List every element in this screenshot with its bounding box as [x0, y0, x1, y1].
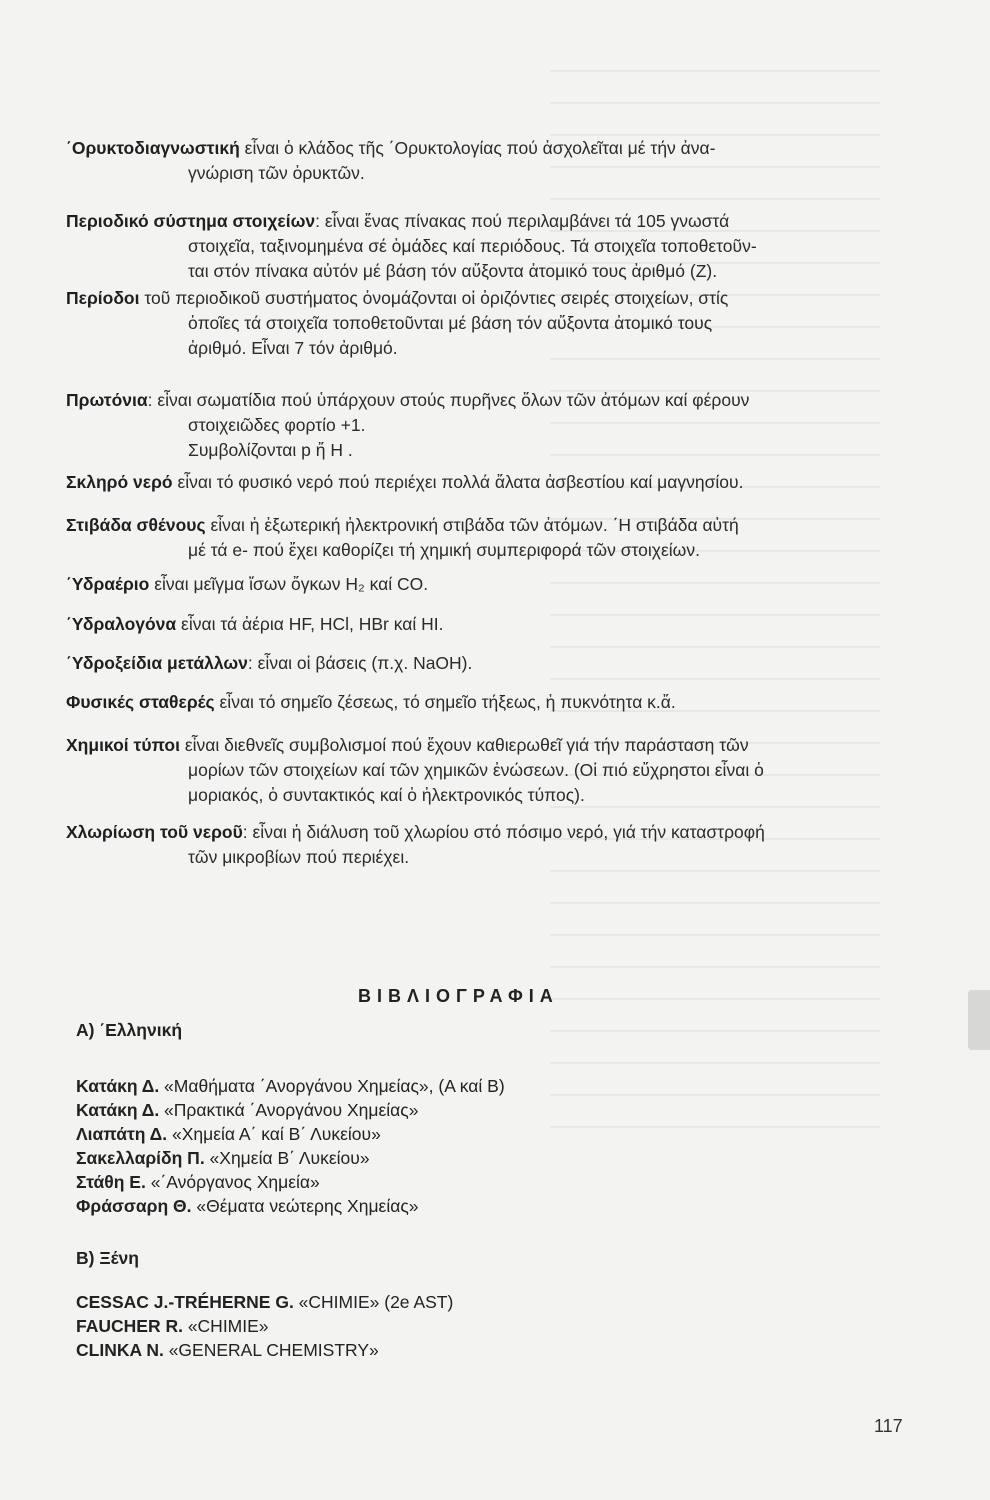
- glossary-definition-continuation: γνώριση τῶν ὀρυκτῶν.: [188, 163, 365, 183]
- glossary-definition: : εἶναι σωματίδια πού ὑπάρχουν στούς πυρῆνες ὅλων τῶν ἀτόμων καί φέρουν: [147, 390, 750, 410]
- bibliography-entry: [76, 1170, 320, 1194]
- glossary-term: Πρωτόνια: [66, 390, 148, 410]
- glossary-entry-first-line: [66, 388, 866, 413]
- glossary-term: Χημικοί τύποι: [66, 735, 180, 755]
- bibliography-author: Κατάκη Δ.: [76, 1076, 160, 1096]
- glossary-entry: [66, 572, 866, 597]
- glossary-term: Φυσικές σταθερές: [66, 692, 215, 712]
- glossary-definition: : εἶναι ἕνας πίνακας πού περιλαμβάνει τά 105 γνωστά: [315, 211, 730, 231]
- glossary-definition: εἶναι ἡ ἐξωτερική ἠλεκτρονική στιβάδα τῶν ἀτόμων. ΄Η στιβάδα αὐτή: [205, 515, 739, 535]
- glossary-definition: τοῦ περιοδικοῦ συστήματος ὀνομάζονται οἱ ὀριζόντιες σειρές στοιχείων, στίς: [139, 288, 729, 308]
- glossary-term: Σκληρό νερό: [66, 472, 173, 492]
- glossary-definition-continuation: ὁποῖες τά στοιχεῖα τοποθετοῦνται μέ βάση τόν αὔξοντα ἀτομικό τους: [188, 313, 713, 333]
- glossary-term: Χλωρίωση τοῦ νεροῦ: [66, 822, 243, 842]
- glossary-definition-continuation: μορίων τῶν στοιχείων καί τῶν χημικῶν ἐνώσεων. (Οἱ πιό εὔχρηστοι εἶναι ὁ: [188, 760, 764, 780]
- bibliography-work-title: «CHIMIE»: [182, 1316, 269, 1336]
- glossary-entry-first-line: [66, 612, 866, 637]
- glossary-entry: [66, 651, 866, 676]
- glossary-definition: εἶναι τά ἀέρια HF, HCl, HBr καί HI.: [176, 614, 444, 634]
- glossary-definition-continuation: μέ τά e- πού ἔχει καθορίζει τή χημική συμπεριφορά τῶν στοιχείων.: [188, 540, 700, 560]
- glossary-entry-first-line: [66, 513, 866, 538]
- glossary-entry: [66, 470, 866, 495]
- glossary-entry: [66, 513, 866, 563]
- glossary-definition: : εἶναι ἡ διάλυση τοῦ χλωρίου στό πόσιμο νερό, γιά τήν καταστροφή: [242, 822, 765, 842]
- glossary-definition: εἶναι διεθνεῖς συμβολισμοί πού ἔχουν καθιερωθεῖ γιά τήν παράσταση τῶν: [179, 735, 749, 755]
- glossary-term: ΄Υδροξείδια μετάλλων: [66, 653, 248, 673]
- bibliography-work-title: «Χημεία Α΄ καί Β΄ Λυκείου»: [167, 1124, 381, 1144]
- bibliography-entry: [76, 1146, 370, 1170]
- glossary-definition-continuation: ται στόν πίνακα αὐτόν μέ βάση τόν αὔξοντα ἀτομικό τους ἀριθμό (Ζ).: [188, 261, 718, 281]
- glossary-entry-first-line: [66, 209, 866, 234]
- greek-bibliography-heading: Α) ΄Ελληνική: [76, 1020, 183, 1040]
- glossary-definition: εἶναι μεῖγμα ἴσων ὄγκων H₂ καί CO.: [149, 574, 429, 594]
- bibliography-entry: [76, 1290, 453, 1314]
- glossary-entry-first-line: [66, 136, 866, 161]
- bibliography-author: Κατάκη Δ.: [76, 1100, 160, 1120]
- bibliography-work-title: «Χημεία Β΄ Λυκείου»: [204, 1148, 370, 1168]
- glossary-entry-first-line: [66, 690, 866, 715]
- bibliography-author: Λιαπάτη Δ.: [76, 1124, 168, 1144]
- bibliography-work-title: «GENERAL CHEMISTRY»: [163, 1340, 379, 1360]
- bibliography-entry: [76, 1338, 379, 1362]
- glossary-definition-continuation: ἀριθμό. Εἶναι 7 τόν ἀριθμό.: [188, 338, 398, 358]
- bibliography-work-title: «Πρακτικά ΄Ανοργάνου Χημείας»: [159, 1100, 419, 1120]
- glossary-term: ΄Υδραλογόνα: [66, 614, 177, 634]
- glossary-entry: [66, 209, 866, 284]
- glossary-entry: [66, 733, 866, 808]
- glossary-definition-continuation: μοριακός, ὁ συντακτικός καί ὁ ἠλεκτρονικός τύπος).: [188, 785, 585, 805]
- glossary-definition-continuation: στοιχειῶδες φορτίο +1.: [188, 415, 366, 435]
- glossary-entry: [66, 388, 866, 463]
- bibliography-author: CLINKA N.: [76, 1340, 164, 1360]
- glossary-term: ΄Υδραέριο: [66, 574, 150, 594]
- glossary-definition-continuation: τῶν μικροβίων πού περιέχει.: [188, 847, 410, 867]
- bibliography-work-title: «Θέματα νεώτερης Χημείας»: [191, 1196, 419, 1216]
- glossary-entry: [66, 820, 866, 870]
- bibliography-entry: [76, 1314, 269, 1338]
- glossary-definition: : εἶναι οἱ βάσεις (π.χ. NaOH).: [247, 653, 473, 673]
- glossary-entry-first-line: [66, 572, 866, 597]
- glossary-definition: εἶναι ὁ κλάδος τῆς ΄Ορυκτολογίας πού ἀσχολεῖται μέ τήν ἀνα-: [239, 138, 716, 158]
- page-number: 117: [874, 1416, 903, 1436]
- glossary-entry-first-line: [66, 470, 866, 495]
- glossary-entry: [66, 286, 866, 361]
- bibliography-work-title: «Μαθήματα ΄Ανοργάνου Χημείας», (Α καί Β): [159, 1076, 505, 1096]
- glossary-term: Στιβάδα σθένους: [66, 515, 206, 535]
- bibliography-entry: [76, 1122, 381, 1146]
- bibliography-author: Σακελλαρίδη Π.: [76, 1148, 205, 1168]
- glossary-term: ΄Ορυκτοδιαγνωστική: [66, 138, 240, 158]
- bibliography-author: CESSAC J.-TRÉHERNE G.: [76, 1292, 294, 1312]
- glossary-entry: [66, 690, 866, 715]
- glossary-definition: εἶναι τό σημεῖο ζέσεως, τό σημεῖο τήξεως, ἡ πυκνότητα κ.ἄ.: [214, 692, 676, 712]
- glossary-entry: [66, 136, 866, 186]
- glossary-definition-continuation: στοιχεῖα, ταξινομημένα σέ ὁμάδες καί περιόδους. Τά στοιχεῖα τοποθετοῦν-: [188, 236, 757, 256]
- bibliography-entry: [76, 1074, 505, 1098]
- foreign-bibliography-heading: Β) Ξένη: [76, 1248, 139, 1268]
- glossary-term: Περιοδικό σύστημα στοιχείων: [66, 211, 316, 231]
- bibliography-entry: [76, 1194, 419, 1218]
- glossary-definition-continuation: Συμβολίζονται p ἤ H .: [188, 440, 353, 460]
- glossary-entry-first-line: [66, 733, 866, 758]
- glossary-entry: [66, 612, 866, 637]
- glossary-entry-first-line: [66, 820, 866, 845]
- bibliography-author: Φράσσαρη Θ.: [76, 1196, 192, 1216]
- bibliography-author: Στάθη Ε.: [76, 1172, 146, 1192]
- bibliography-work-title: «΄Ανόργανος Χημεία»: [145, 1172, 320, 1192]
- bibliography-work-title: «CHIMIE» (2e AST): [293, 1292, 454, 1312]
- glossary-term: Περίοδοι: [66, 288, 140, 308]
- bibliography-author: FAUCHER R.: [76, 1316, 183, 1336]
- glossary-entry-first-line: [66, 286, 866, 311]
- glossary-entry-first-line: [66, 651, 866, 676]
- bibliography-title: ΒΙΒΛΙΟΓΡΑΦΙΑ: [358, 986, 559, 1006]
- bibliography-entry: [76, 1098, 418, 1122]
- glossary-definition: εἶναι τό φυσικό νερό πού περιέχει πολλά ἄλατα ἀσβεστίου καί μαγνησίου.: [172, 472, 744, 492]
- page-edge-tab: [968, 990, 990, 1050]
